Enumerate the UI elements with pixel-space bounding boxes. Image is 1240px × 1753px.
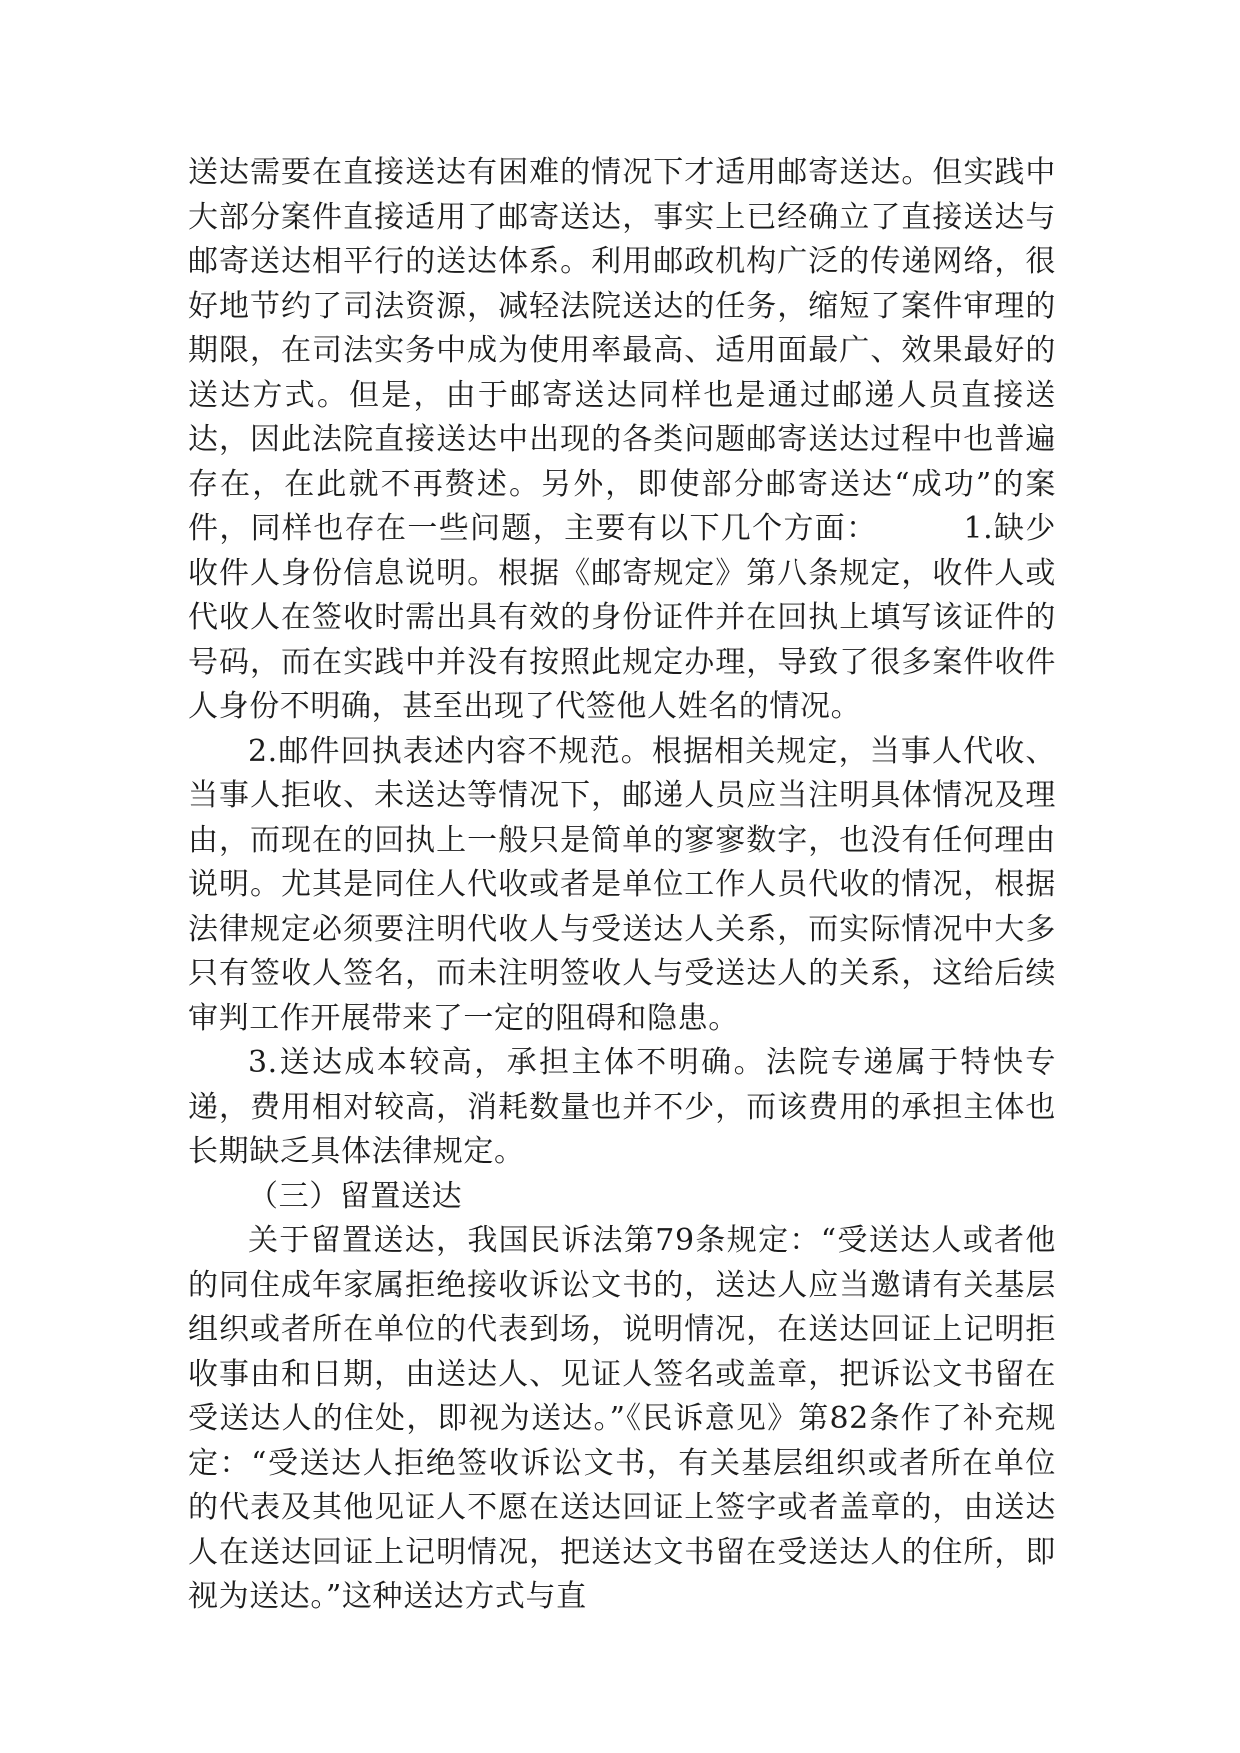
paragraph-lien-service: 关于留置送达，我国民诉法第79条规定：“受送达人或者他的同住成年家属拒绝接收诉讼文书的，送达人应当邀请有关基层组织或者所在单位的代表到场，说明情况，在送达回证上记明拒收事由和日期，由送达人、见证人签名或盖章，把诉讼文书留在受送达人的住处，即视为送达。”《民诉意见》第82条作了补充规定：“受送达人拒绝签收诉讼文书，有关基层组织或者所在单位的代表及其他见证人不愿在送达回证上签字或者盖章的，由送达人在送达回证上记明情况，把送达文书留在受送达人的住所，即视为送达。”这种送达方式与直 [188, 1223, 1056, 1614]
paragraph-postal-service-text: 送达需要在直接送达有困难的情况下才适用邮寄送达。但实践中大部分案件直接适用了邮寄送达，事实上已经确立了直接送达与邮寄送达相平行的送达体系。利用邮政机构广泛的传递网络，很好地节约了司法资源，减轻法院送达的任务，缩短了案件审理的期限，在司法实务中成为使用率最高、适用面最广、效果最好的送达方式。但是，由于邮寄送达同样也是通过邮递人员直接送达，因此法院直接送达中出现的各类问题邮寄送达过程中也普遍存在，在此就不再赘述。另外，即使部分邮寄送达“成功”的案件，同样也存在一些问题，主要有以下几个方面： [188, 155, 1056, 546]
paragraph-item-1: 1.缺少收件人身份信息说明。根据《邮寄规定》第八条规定，收件人或代收人在签收时需出具有效的身份证件并在回执上填写该证件的号码，而在实践中并没有按照此规定办理，导致了很多案件收件人身份不明确，甚至出现了代签他人姓名的情况。 [188, 511, 1056, 724]
section-heading: （三）留置送达 [248, 1178, 463, 1214]
paragraph-item-2: 2.邮件回执表述内容不规范。根据相关规定，当事人代收、当事人拒收、未送达等情况下，邮递人员应当注明具体情况及理由，而现在的回执上一般只是简单的寥寥数字，也没有任何理由说明。尤其是同住人代收或者是单位工作人员代收的情况，根据法律规定必须要注明代收人与受送达人关系，而实际情况中大多只有签收人签名，而未注明签收人与受送达人的关系，这给后续审判工作开展带来了一定的阻碍和隐患。 [188, 733, 1056, 1036]
paragraph-item-3: 3.送达成本较高，承担主体不明确。法院专递属于特快专递，费用相对较高，消耗数量也并不少，而该费用的承担主体也长期缺乏具体法律规定。 [188, 1045, 1056, 1169]
document-body [188, 151, 1056, 1620]
paragraph-postal-service [188, 151, 1056, 730]
